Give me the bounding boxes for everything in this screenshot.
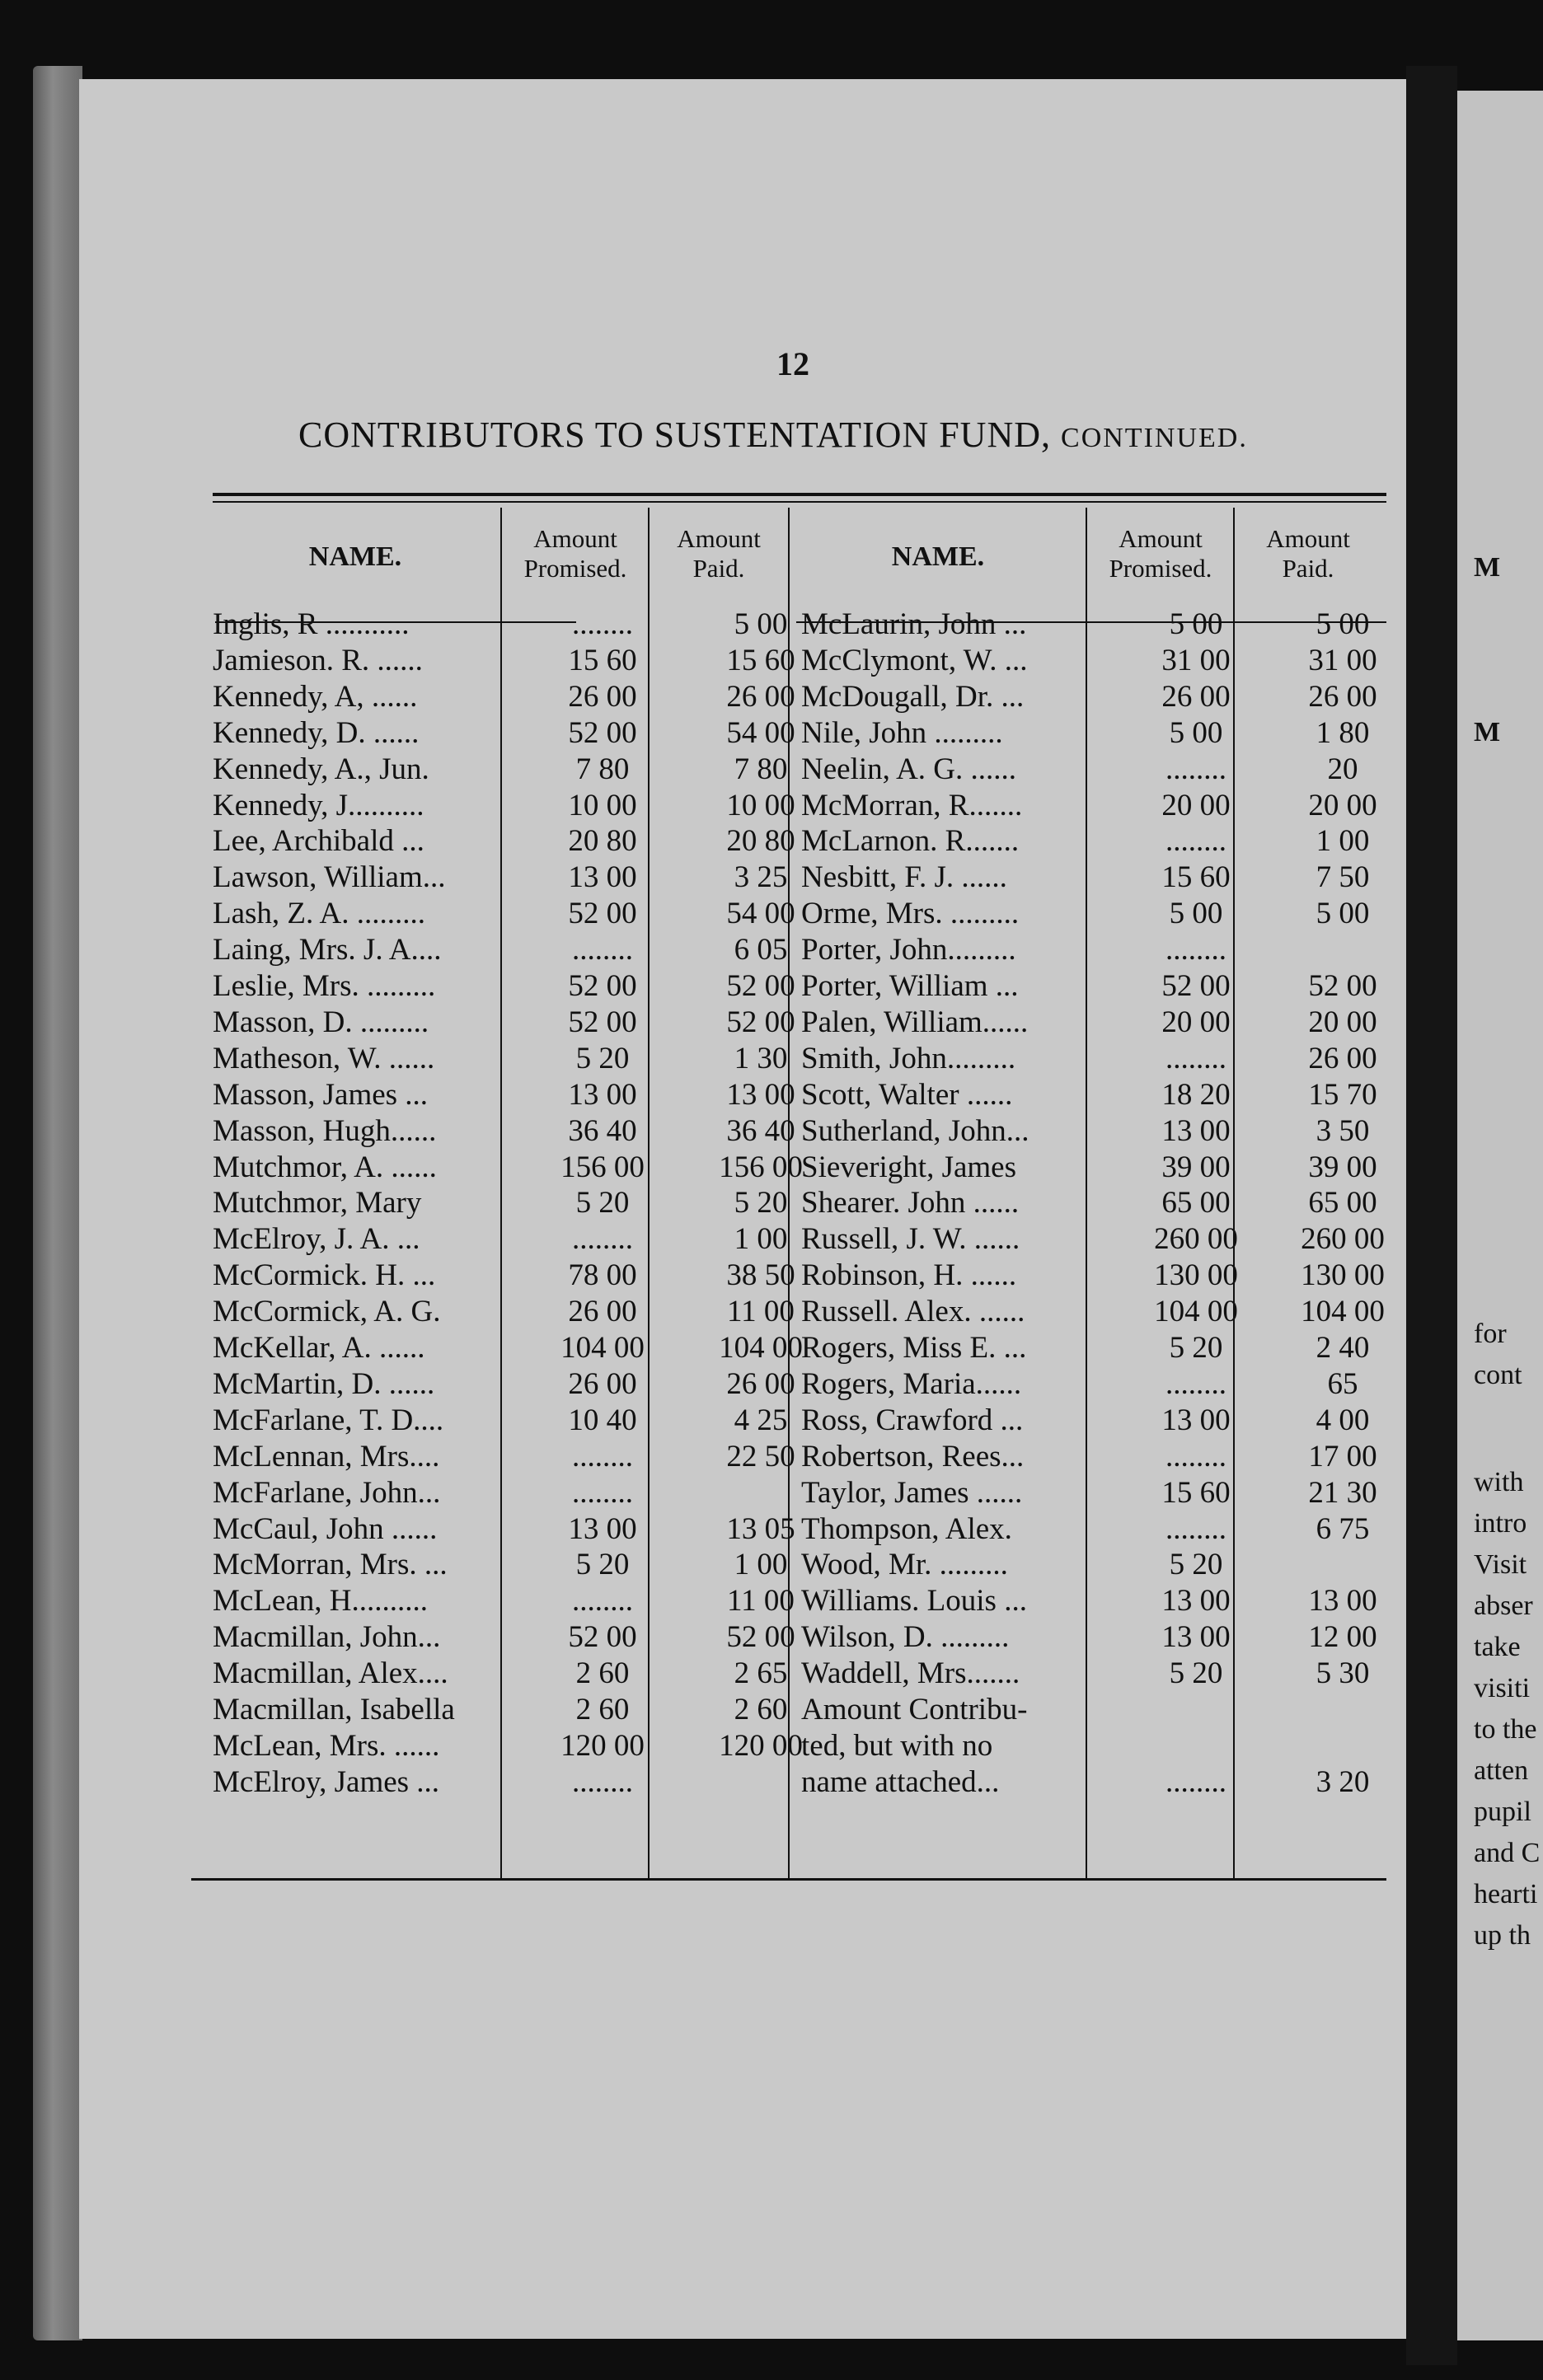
contributor-name: Masson, D. ......... xyxy=(213,1005,429,1039)
header-name-right: NAME. xyxy=(891,541,985,572)
contributor-name: Lawson, William... xyxy=(213,860,446,895)
contributor-name: McElroy, James ... xyxy=(213,1764,440,1799)
contributor-name: Nile, John ......... xyxy=(801,715,1003,750)
table-row xyxy=(79,896,1406,932)
amount-paid: 31 00 xyxy=(1308,643,1377,677)
amount-promised: ........ xyxy=(1165,824,1226,859)
contributor-name: Smith, John......... xyxy=(801,1041,1016,1075)
amount-promised: ........ xyxy=(572,1475,633,1510)
header-paid-left xyxy=(650,524,787,583)
amount-paid: 3 50 xyxy=(1316,1113,1370,1148)
contributor-name: Rogers, Maria...... xyxy=(801,1366,1022,1401)
contributor-name: Kennedy, A, ...... xyxy=(213,679,418,714)
adjacent-page-fragment: with xyxy=(1474,1467,1524,1497)
amount-promised: ........ xyxy=(1165,1764,1226,1799)
amount-paid: 22 50 xyxy=(726,1439,795,1473)
amount-promised: 13 00 xyxy=(1161,1620,1231,1655)
amount-promised: 52 00 xyxy=(1161,969,1231,1003)
contributor-name: Porter, John......... xyxy=(801,933,1016,967)
adjacent-page-fragment: atten xyxy=(1474,1755,1529,1786)
amount-paid: 52 00 xyxy=(1308,969,1377,1003)
contributor-name: Thompson, Alex. xyxy=(801,1511,1012,1546)
amount-promised: 36 40 xyxy=(568,1113,637,1148)
contributor-name: McMorran, R....... xyxy=(801,788,1023,822)
amount-paid: 1 80 xyxy=(1316,715,1370,750)
table-row xyxy=(79,1366,1406,1403)
header-paid-line1: Amount xyxy=(1266,524,1350,553)
contributor-name: Shearer. John ...... xyxy=(801,1186,1020,1220)
table-row xyxy=(79,1150,1406,1186)
contributor-name: Robinson, H. ...... xyxy=(801,1258,1017,1293)
amount-promised: ........ xyxy=(1165,752,1226,786)
contributor-name: Kennedy, A., Jun. xyxy=(213,752,429,786)
contributor-name: Taylor, James ...... xyxy=(801,1475,1023,1510)
contributor-name: McMorran, Mrs. ... xyxy=(213,1548,448,1582)
amount-promised: 52 00 xyxy=(568,1005,637,1039)
contributor-name: Laing, Mrs. J. A.... xyxy=(213,933,442,967)
amount-paid: 20 80 xyxy=(726,824,795,859)
amount-paid: 7 80 xyxy=(734,752,788,786)
amount-paid: 5 00 xyxy=(1316,607,1370,641)
contributor-name: McCormick, A. G. xyxy=(213,1295,441,1329)
amount-promised: 5 20 xyxy=(575,1186,630,1220)
adjacent-page-fragment: intro xyxy=(1474,1508,1527,1539)
amount-promised: ........ xyxy=(1165,1511,1226,1546)
amount-paid: 52 00 xyxy=(726,969,795,1003)
amount-promised: 5 20 xyxy=(1169,1656,1223,1691)
table-row xyxy=(79,1764,1406,1801)
amount-paid: 11 00 xyxy=(727,1584,795,1619)
amount-promised: 15 60 xyxy=(1161,1475,1231,1510)
amount-promised: 5 20 xyxy=(1169,1331,1223,1365)
amount-paid: 2 60 xyxy=(734,1693,788,1726)
amount-paid: 36 40 xyxy=(726,1113,795,1148)
amount-promised: 20 00 xyxy=(1161,788,1231,822)
amount-promised: 26 00 xyxy=(568,1366,637,1401)
amount-promised: 10 00 xyxy=(568,788,637,822)
amount-promised: 260 00 xyxy=(1154,1222,1238,1257)
amount-promised: 2 60 xyxy=(575,1693,630,1726)
title-main: CONTRIBUTORS TO SUSTENTATION FUND, xyxy=(298,415,1062,455)
amount-promised: ........ xyxy=(572,607,633,641)
table-row xyxy=(79,1403,1406,1439)
amount-paid: 26 00 xyxy=(1308,679,1377,714)
contributor-name: Wood, Mr. ......... xyxy=(801,1548,1008,1582)
amount-promised: 5 20 xyxy=(575,1548,630,1582)
amount-promised: 156 00 xyxy=(560,1150,645,1184)
adjacent-page-fragment: to the xyxy=(1474,1714,1537,1745)
contributor-name: Orme, Mrs. ......... xyxy=(801,897,1020,931)
contributor-name: Porter, William ... xyxy=(801,969,1019,1003)
amount-promised: 52 00 xyxy=(568,715,637,750)
adjacent-page-fragment: hearti xyxy=(1474,1879,1538,1909)
top-rule-thick xyxy=(213,493,1386,496)
contributor-name: Jamieson. R. ...... xyxy=(213,643,423,677)
amount-promised: 18 20 xyxy=(1161,1077,1231,1112)
amount-promised: 10 40 xyxy=(568,1403,637,1437)
document-page xyxy=(79,79,1406,2339)
table-row xyxy=(79,1185,1406,1221)
header-promised-line2: Promised. xyxy=(1109,554,1212,583)
table-row xyxy=(79,1294,1406,1330)
amount-paid: 5 00 xyxy=(734,607,788,641)
contributor-name: McFarlane, T. D.... xyxy=(213,1403,444,1437)
contributor-name: Sieveright, James xyxy=(801,1150,1017,1184)
amount-promised: ........ xyxy=(1165,933,1226,967)
header-name-left: NAME. xyxy=(308,541,402,572)
amount-promised: ........ xyxy=(572,1222,633,1257)
amount-promised: 104 00 xyxy=(560,1331,645,1365)
contributor-name: Inglis, R ........... xyxy=(213,607,410,641)
table-row xyxy=(79,1583,1406,1619)
amount-promised: 13 00 xyxy=(568,1077,637,1112)
table-row xyxy=(79,823,1406,860)
contributor-name: Lash, Z. A. ......... xyxy=(213,897,425,931)
amount-promised: 5 00 xyxy=(1169,715,1223,750)
amount-paid: 65 00 xyxy=(1308,1186,1377,1220)
adjacent-page-fragment: pupil xyxy=(1474,1797,1531,1827)
amount-paid: 54 00 xyxy=(726,715,795,750)
amount-paid: 39 00 xyxy=(1308,1150,1377,1184)
contributor-name: name attached... xyxy=(801,1764,1000,1799)
amount-paid: 11 00 xyxy=(727,1295,795,1329)
adjacent-page-fragment: for xyxy=(1474,1319,1507,1349)
table-row xyxy=(79,715,1406,752)
table-row xyxy=(79,1728,1406,1764)
contributor-name: Rogers, Miss E. ... xyxy=(801,1331,1027,1365)
contributor-name: McDougall, Dr. ... xyxy=(801,679,1025,714)
amount-promised: 20 00 xyxy=(1161,1005,1231,1039)
contributor-name: Nesbitt, F. J. ...... xyxy=(801,860,1007,895)
amount-paid: 6 75 xyxy=(1316,1511,1370,1546)
amount-paid: 21 30 xyxy=(1308,1475,1377,1510)
amount-promised: 39 00 xyxy=(1161,1150,1231,1184)
amount-promised: 26 00 xyxy=(568,679,637,714)
adjacent-page-edge xyxy=(1457,91,1543,2340)
amount-promised: 26 00 xyxy=(568,1295,637,1329)
amount-promised: 120 00 xyxy=(560,1728,645,1763)
amount-paid: 38 50 xyxy=(726,1258,795,1293)
amount-paid: 13 00 xyxy=(726,1077,795,1112)
amount-paid: 2 65 xyxy=(734,1656,788,1691)
amount-promised: 78 00 xyxy=(568,1258,637,1293)
adjacent-page-fragment: up th xyxy=(1474,1920,1531,1951)
title-suffix: CONTINUED. xyxy=(1061,423,1248,453)
amount-paid: 156 00 xyxy=(719,1150,803,1184)
amount-paid: 104 00 xyxy=(1301,1295,1385,1329)
contributor-name: Masson, Hugh...... xyxy=(213,1113,437,1148)
contributor-name: McLaurin, John ... xyxy=(801,607,1027,641)
contributor-name: Kennedy, J.......... xyxy=(213,788,424,822)
table-row xyxy=(79,1439,1406,1475)
amount-paid: 2 40 xyxy=(1316,1331,1370,1365)
header-promised-line2: Promised. xyxy=(523,554,627,583)
table-row xyxy=(79,932,1406,968)
contributor-name: McFarlane, John... xyxy=(213,1475,441,1510)
table-row xyxy=(79,1619,1406,1656)
adjacent-page-fragment: cont xyxy=(1474,1360,1522,1390)
amount-paid: 65 xyxy=(1327,1366,1358,1401)
table-row xyxy=(79,1005,1406,1041)
amount-promised: 15 60 xyxy=(1161,860,1231,895)
table-row xyxy=(79,1041,1406,1077)
header-paid-line2: Paid. xyxy=(1282,554,1334,583)
contributor-name: Waddell, Mrs....... xyxy=(801,1656,1020,1691)
contributor-name: McLean, Mrs. ...... xyxy=(213,1728,440,1763)
amount-paid: 130 00 xyxy=(1301,1258,1385,1293)
contributor-name: Macmillan, John... xyxy=(213,1620,441,1655)
amount-paid: 20 xyxy=(1327,752,1358,786)
amount-promised: 13 00 xyxy=(1161,1584,1231,1619)
amount-promised: ........ xyxy=(572,1584,633,1619)
header-paid-line2: Paid. xyxy=(692,554,745,583)
book-spine xyxy=(33,66,82,2340)
contributor-name: Wilson, D. ......... xyxy=(801,1620,1010,1655)
contributor-name: McCaul, John ...... xyxy=(213,1511,438,1546)
contributor-name: McClymont, W. ... xyxy=(801,643,1028,677)
adjacent-page-fragment: Visit xyxy=(1474,1549,1527,1580)
adjacent-page-fragment: take xyxy=(1474,1632,1521,1662)
amount-promised: ........ xyxy=(572,1764,633,1799)
amount-promised: 20 80 xyxy=(568,824,637,859)
table-row xyxy=(79,607,1406,643)
top-rule-thin xyxy=(213,501,1386,503)
table-row xyxy=(79,1221,1406,1258)
table-row xyxy=(79,1547,1406,1583)
contributor-name: Macmillan, Alex.... xyxy=(213,1656,448,1691)
contributor-name: McKellar, A. ...... xyxy=(213,1331,425,1365)
table-row xyxy=(79,1113,1406,1150)
amount-promised: 26 00 xyxy=(1161,679,1231,714)
amount-paid: 26 00 xyxy=(1308,1041,1377,1075)
contributor-name: ted, but with no xyxy=(801,1728,993,1763)
amount-paid: 13 05 xyxy=(726,1511,795,1546)
contributor-name: McCormick. H. ... xyxy=(213,1258,436,1293)
amount-paid: 260 00 xyxy=(1301,1222,1385,1257)
contributor-name: Amount Contribu- xyxy=(801,1693,1028,1726)
amount-promised: ........ xyxy=(1165,1041,1226,1075)
adjacent-page-fragment: M xyxy=(1474,552,1501,583)
page-title xyxy=(298,414,1403,456)
contributor-name: Kennedy, D. ...... xyxy=(213,715,420,750)
amount-paid: 5 30 xyxy=(1316,1656,1370,1691)
header-paid-line1: Amount xyxy=(677,524,761,553)
adjacent-page-fragment: M xyxy=(1474,717,1501,747)
header-promised-line1: Amount xyxy=(533,524,617,553)
contributor-name: Neelin, A. G. ...... xyxy=(801,752,1017,786)
contributor-name: McElroy, J. A. ... xyxy=(213,1222,420,1257)
amount-promised: 15 60 xyxy=(568,643,637,677)
contributor-name: Leslie, Mrs. ......... xyxy=(213,969,436,1003)
amount-promised: 65 00 xyxy=(1161,1186,1231,1220)
contributor-name: McLean, H.......... xyxy=(213,1584,428,1619)
contributor-name: Mutchmor, Mary xyxy=(213,1186,422,1220)
header-promised-line1: Amount xyxy=(1119,524,1203,553)
contributor-name: Williams. Louis ... xyxy=(801,1584,1027,1619)
amount-paid: 5 20 xyxy=(734,1186,788,1220)
table-row xyxy=(79,679,1406,715)
amount-promised: 13 00 xyxy=(1161,1403,1231,1437)
amount-promised: 2 60 xyxy=(575,1656,630,1691)
table-row xyxy=(79,860,1406,896)
table-row xyxy=(79,1077,1406,1113)
amount-promised: 13 00 xyxy=(568,1511,637,1546)
contributor-name: McLarnon. R....... xyxy=(801,824,1020,859)
amount-paid: 1 00 xyxy=(734,1222,788,1257)
amount-promised: 104 00 xyxy=(1154,1295,1238,1329)
table-row xyxy=(79,643,1406,679)
amount-paid: 15 70 xyxy=(1308,1077,1377,1112)
contributor-name: Palen, William...... xyxy=(801,1005,1029,1039)
contributor-name: Macmillan, Isabella xyxy=(213,1693,455,1726)
header-promised-right xyxy=(1088,524,1233,583)
amount-promised: ........ xyxy=(572,1439,633,1473)
contributor-name: Ross, Crawford ... xyxy=(801,1403,1024,1437)
amount-paid: 20 00 xyxy=(1308,1005,1377,1039)
amount-paid: 26 00 xyxy=(726,679,795,714)
amount-paid: 3 20 xyxy=(1316,1764,1370,1799)
amount-paid: 17 00 xyxy=(1308,1439,1377,1473)
amount-paid: 26 00 xyxy=(726,1366,795,1401)
table-row xyxy=(79,1692,1406,1728)
table-row xyxy=(79,752,1406,788)
amount-paid: 54 00 xyxy=(726,897,795,931)
amount-paid: 6 05 xyxy=(734,933,788,967)
amount-promised: 5 00 xyxy=(1169,607,1223,641)
amount-paid: 20 00 xyxy=(1308,788,1377,822)
header-promised-left xyxy=(503,524,648,583)
amount-paid: 1 00 xyxy=(1316,824,1370,859)
contributor-name: Matheson, W. ...... xyxy=(213,1041,435,1075)
amount-promised: ........ xyxy=(1165,1439,1226,1473)
amount-paid: 3 25 xyxy=(734,860,788,895)
table-row xyxy=(79,1330,1406,1366)
amount-promised: 52 00 xyxy=(568,897,637,931)
amount-paid: 10 00 xyxy=(726,788,795,822)
amount-paid: 1 00 xyxy=(734,1548,788,1582)
book-gutter xyxy=(1406,66,1457,2365)
amount-promised: 52 00 xyxy=(568,1620,637,1655)
amount-paid: 1 30 xyxy=(734,1041,788,1075)
amount-promised: ........ xyxy=(1165,1366,1226,1401)
amount-promised: 5 00 xyxy=(1169,897,1223,931)
contributor-name: Russell, J. W. ...... xyxy=(801,1222,1020,1257)
contributor-name: Scott, Walter ...... xyxy=(801,1077,1013,1112)
amount-paid: 120 00 xyxy=(719,1728,803,1763)
table-row xyxy=(79,1511,1406,1548)
amount-paid: 4 25 xyxy=(734,1403,788,1437)
adjacent-page-fragment: and C xyxy=(1474,1838,1541,1868)
table-row xyxy=(79,1475,1406,1511)
amount-paid: 12 00 xyxy=(1308,1620,1377,1655)
amount-promised: 5 20 xyxy=(1169,1548,1223,1582)
contributor-name: McMartin, D. ...... xyxy=(213,1366,435,1401)
amount-paid: 15 60 xyxy=(726,643,795,677)
contributor-name: Mutchmor, A. ...... xyxy=(213,1150,437,1184)
table-row xyxy=(79,1656,1406,1692)
contributor-name: Masson, James ... xyxy=(213,1077,429,1112)
contributor-name: Lee, Archibald ... xyxy=(213,824,424,859)
amount-promised: ........ xyxy=(572,933,633,967)
amount-paid: 7 50 xyxy=(1316,860,1370,895)
amount-paid: 52 00 xyxy=(726,1005,795,1039)
amount-promised: 13 00 xyxy=(568,860,637,895)
contributor-name: Russell. Alex. ...... xyxy=(801,1295,1025,1329)
adjacent-page-fragment: visiti xyxy=(1474,1673,1531,1703)
amount-paid: 104 00 xyxy=(719,1331,803,1365)
table-row xyxy=(79,788,1406,824)
contributor-name: Robertson, Rees... xyxy=(801,1439,1025,1473)
amount-paid: 5 00 xyxy=(1316,897,1370,931)
amount-promised: 31 00 xyxy=(1161,643,1231,677)
page-number: 12 xyxy=(776,345,809,382)
amount-paid: 52 00 xyxy=(726,1620,795,1655)
header-paid-right xyxy=(1236,524,1381,583)
adjacent-page-fragment: abser xyxy=(1474,1591,1533,1621)
table-row xyxy=(79,968,1406,1005)
amount-paid: 13 00 xyxy=(1308,1584,1377,1619)
amount-promised: 5 20 xyxy=(575,1041,630,1075)
amount-promised: 52 00 xyxy=(568,969,637,1003)
amount-promised: 130 00 xyxy=(1154,1258,1238,1293)
amount-paid: 4 00 xyxy=(1316,1403,1370,1437)
contributor-name: Sutherland, John... xyxy=(801,1113,1029,1148)
amount-promised: 13 00 xyxy=(1161,1113,1231,1148)
contributor-name: McLennan, Mrs.... xyxy=(213,1439,440,1473)
table-row xyxy=(79,1258,1406,1294)
amount-promised: 7 80 xyxy=(575,752,630,786)
